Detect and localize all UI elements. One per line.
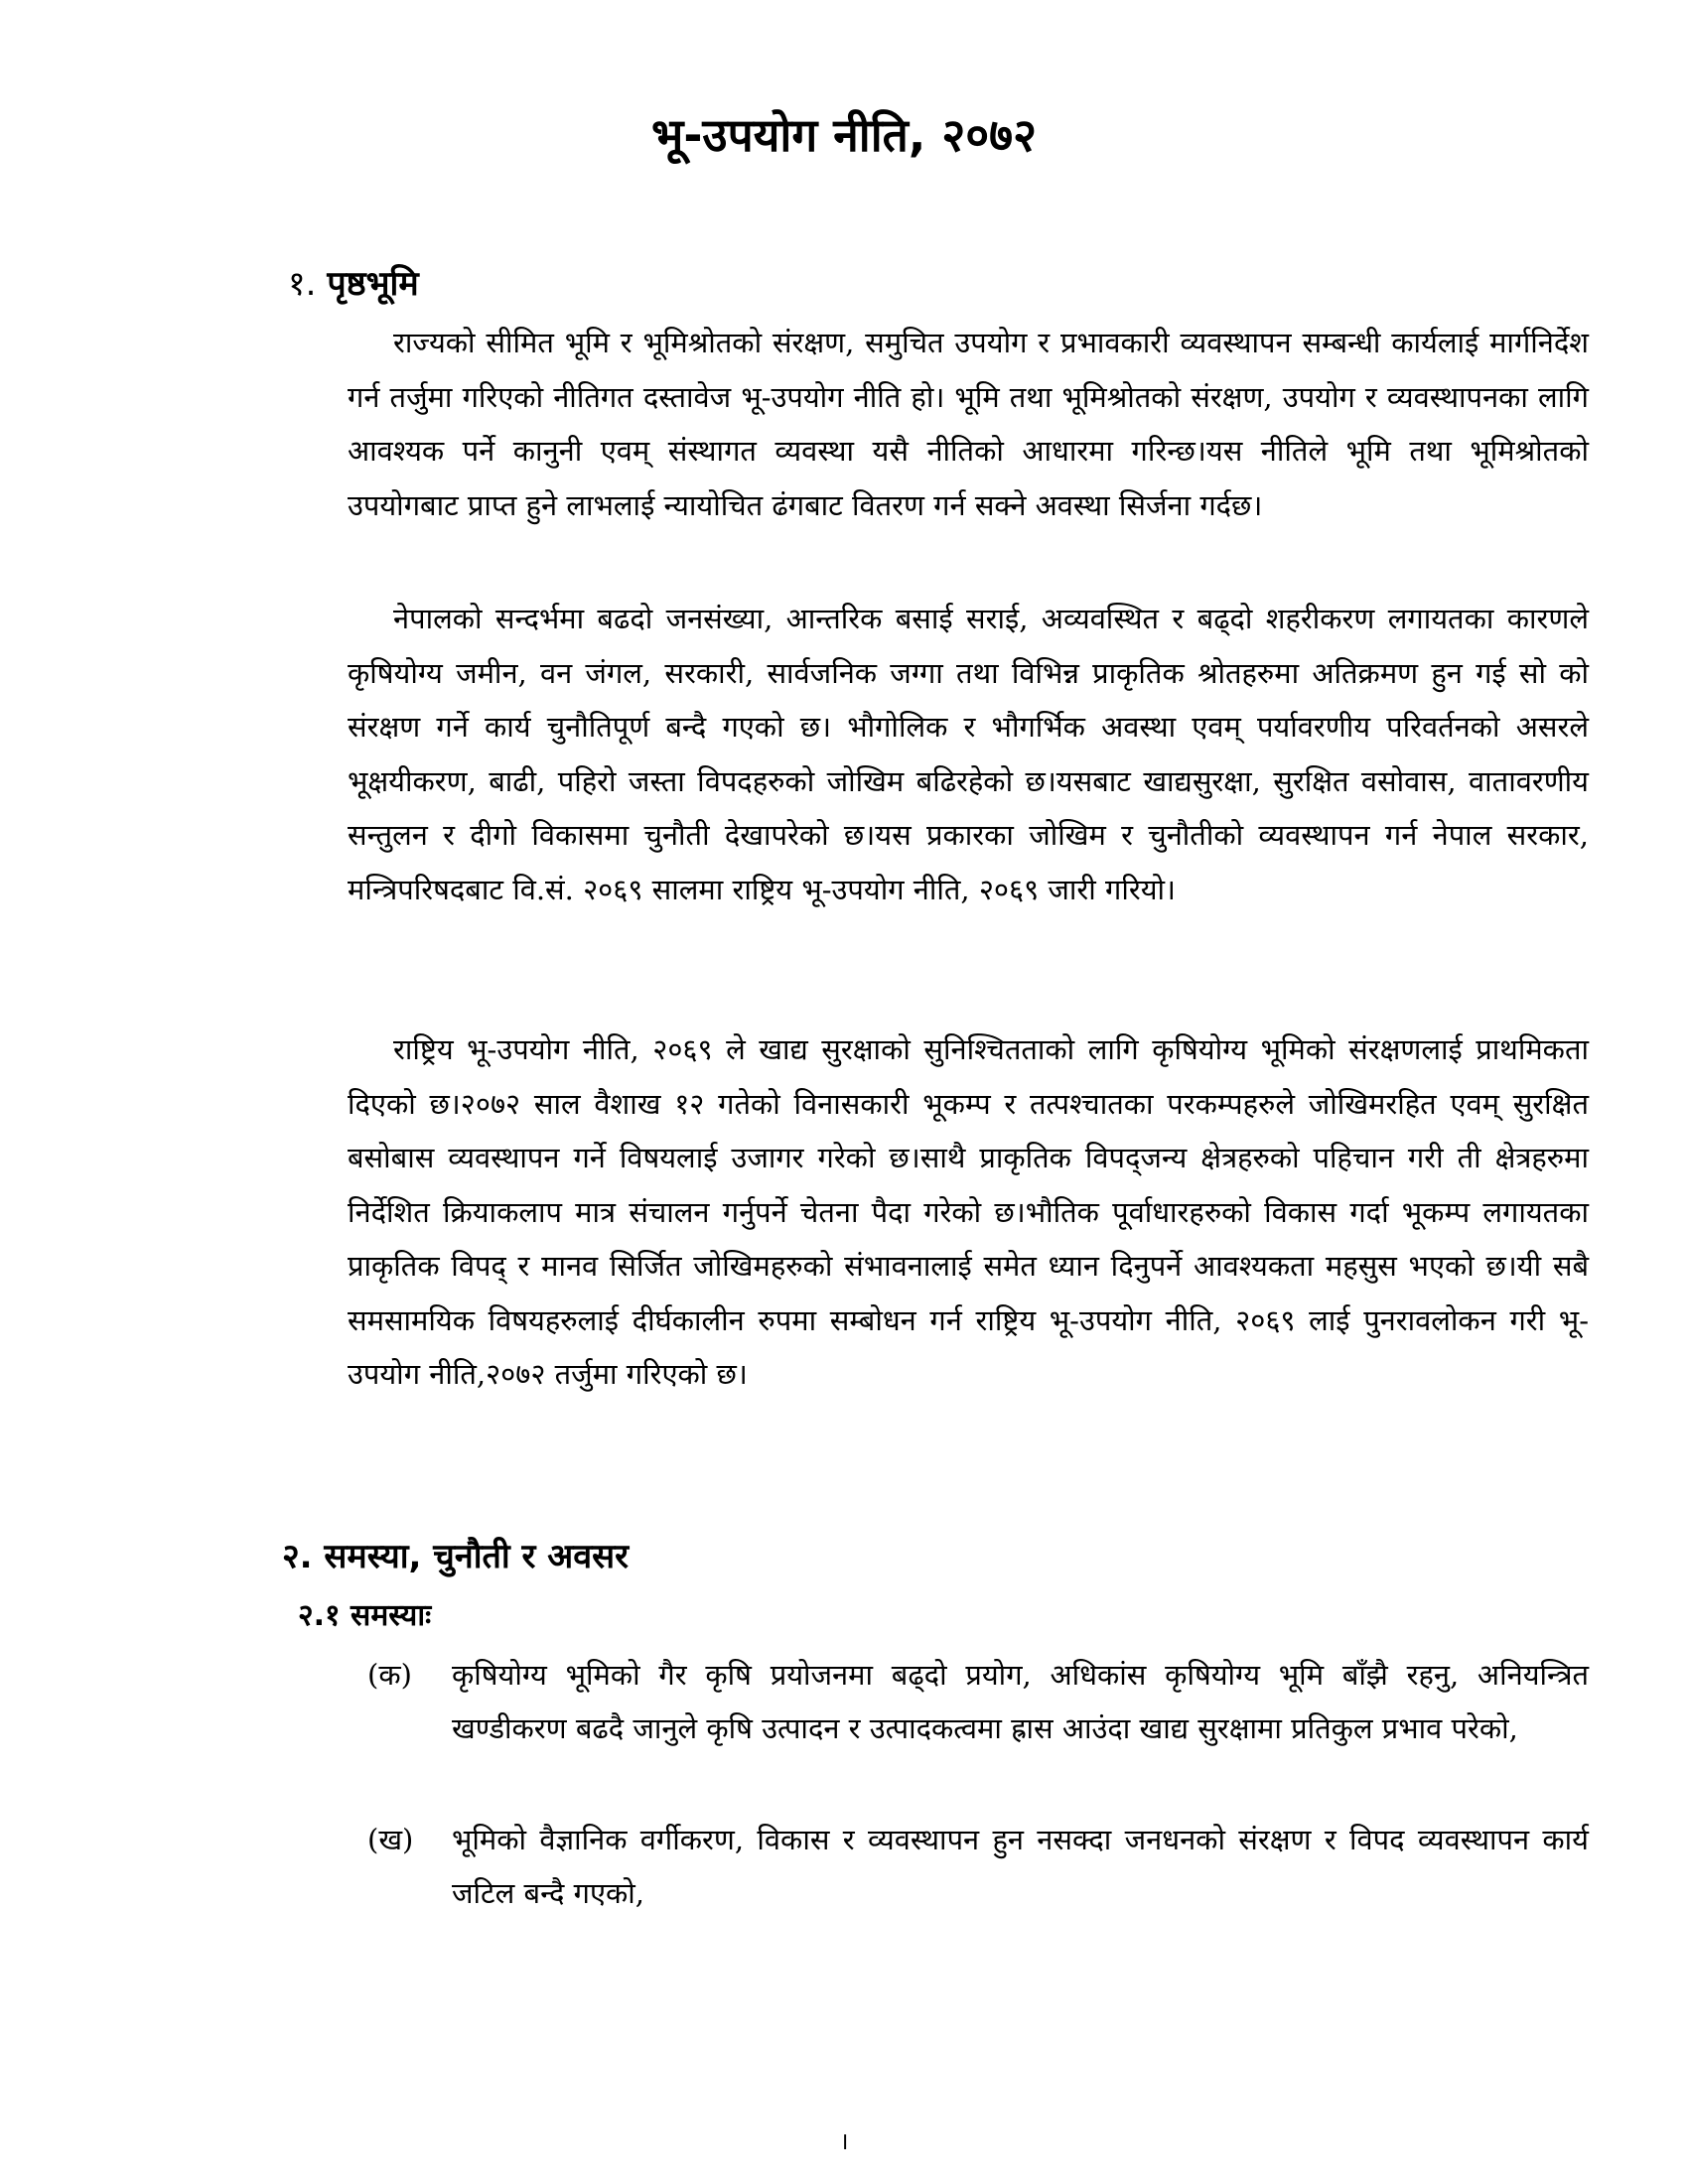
list-item-marker: (ख) bbox=[367, 1823, 414, 1856]
list-item-text: भूमिको वैज्ञानिक वर्गीकरण, विकास र व्यवस्थापन हुन नसक्दा जनधनको संरक्षण र विपद व्यवस्थापन कार्य जटिल बन्दै गएको, bbox=[452, 1823, 1589, 1910]
document-title: भू-उपयोग नीति, २०७२ bbox=[650, 108, 1038, 162]
list-item-text: कृषियोग्य भूमिको गैर कृषि प्रयोजनमा बढ्दो प्रयोग, अधिकांस कृषियोग्य भूमि बाँझै रहनु, अनियन्त्रित खण्डीकरण बढदै जानुले कृषि उत्पादन र उत्पादकत्वमा ह्रास आउंदा खाद्य सुरक्षामा प्रतिकुल प्रभाव परेको, bbox=[452, 1658, 1589, 1745]
list-item bbox=[367, 1648, 1589, 1755]
section-2-heading: २. समस्या, चुनौती र अवसर bbox=[282, 1537, 630, 1576]
page-number: । bbox=[839, 2127, 849, 2155]
section-1-number: १. bbox=[288, 264, 317, 304]
subsection-2-1-heading: २.१ समस्याः bbox=[298, 1598, 432, 1633]
list-item bbox=[367, 1813, 1589, 1920]
list-item-marker: (क) bbox=[367, 1658, 412, 1692]
section-1-title: पृष्ठभूमि bbox=[327, 264, 419, 304]
section-1-paragraph-2: नेपालको सन्दर्भमा बढदो जनसंख्या, आन्तरिक बसाई सराई, अव्यवस्थित र बढ्दो शहरीकरण लगायतका कारणले कृषियोग्य जमीन, वन जंगल, सरकारी, सार्वजनिक जग्गा तथा विभिन्न प्राकृतिक श्रोतहरुमा अतिक्रमण हुन गई सो को संरक्षण गर्ने कार्य चुनौतिपूर्ण बन्दै गएको छ। भौगोलिक र भौगर्भिक अवस्था एवम् पर्यावरणीय परिवर्तनको असरले भूक्षयीकरण, बाढी, पहिरो जस्ता विपदहरुको जोखिम बढिरहेको छ।यसबाट खाद्यसुरक्षा, सुरक्षित वसोवास, वातावरणीय सन्तुलन र दीगो विकासमा चुनौती देखापरेको छ।यस प्रकारका जोखिम र चुनौतीको व्यवस्थापन गर्न नेपाल सरकार, मन्त्रिपरिषदबाट वि.सं. २०६९ सालमा राष्ट्रिय भू-उपयोग नीति, २०६९ जारी गरियो। bbox=[348, 602, 1589, 906]
section-1-paragraph-3: राष्ट्रिय भू-उपयोग नीति, २०६९ ले खाद्य सुरक्षाको सुनिश्चितताको लागि कृषियोग्य भूमिको संरक्षणलाई प्राथमिकता दिएको छ।२०७२ साल वैशाख १२ गतेको विनासकारी भूकम्प र तत्पश्चातका परकम्पहरुले जोखिमरहित एवम् सुरक्षित बसोबास व्यवस्थापन गर्ने विषयलाई उजागर गरेको छ।साथै प्राकृतिक विपद्जन्य क्षेत्रहरुको पहिचान गरी ती क्षेत्रहरुमा निर्देशित क्रियाकलाप मात्र संचालन गर्नुपर्ने चेतना पैदा गरेको छ।भौतिक पूर्वाधारहरुको विकास गर्दा भूकम्प लगायतका प्राकृतिक विपद् र मानव सिर्जित जोखिमहरुको संभावनालाई समेत ध्यान दिनुपर्ने आवश्यकता महसुस भएको छ।यी सबै समसामयिक विषयहरुलाई दीर्घकालीन रुपमा सम्बोधन गर्न राष्ट्रिय भू-उपयोग नीति, २०६९ लाई पुनरावलोकन गरी भू-उपयोग नीति,२०७२ तर्जुमा गरिएको छ। bbox=[348, 1032, 1589, 1391]
section-1-paragraph-1: राज्यको सीमित भूमि र भूमिश्रोतको संरक्षण, समुचित उपयोग र प्रभावकारी व्यवस्थापन सम्बन्धी कार्यलाई मार्गनिर्देश गर्न तर्जुमा गरिएको नीतिगत दस्तावेज भू-उपयोग नीति हो। भूमि तथा भूमिश्रोतको संरक्षण, उपयोग र व्यवस्थापनका लागि आवश्यक पर्ने कानुनी एवम् संस्थागत व्यवस्था यसै नीतिको आधारमा गरिन्छ।यस नीतिले भूमि तथा भूमिश्रोतको उपयोगबाट प्राप्त हुने लाभलाई न्यायोचित ढंगबाट वितरण गर्न सक्ने अवस्था सिर्जना गर्दछ। bbox=[348, 326, 1589, 522]
section-1-heading bbox=[288, 260, 419, 308]
